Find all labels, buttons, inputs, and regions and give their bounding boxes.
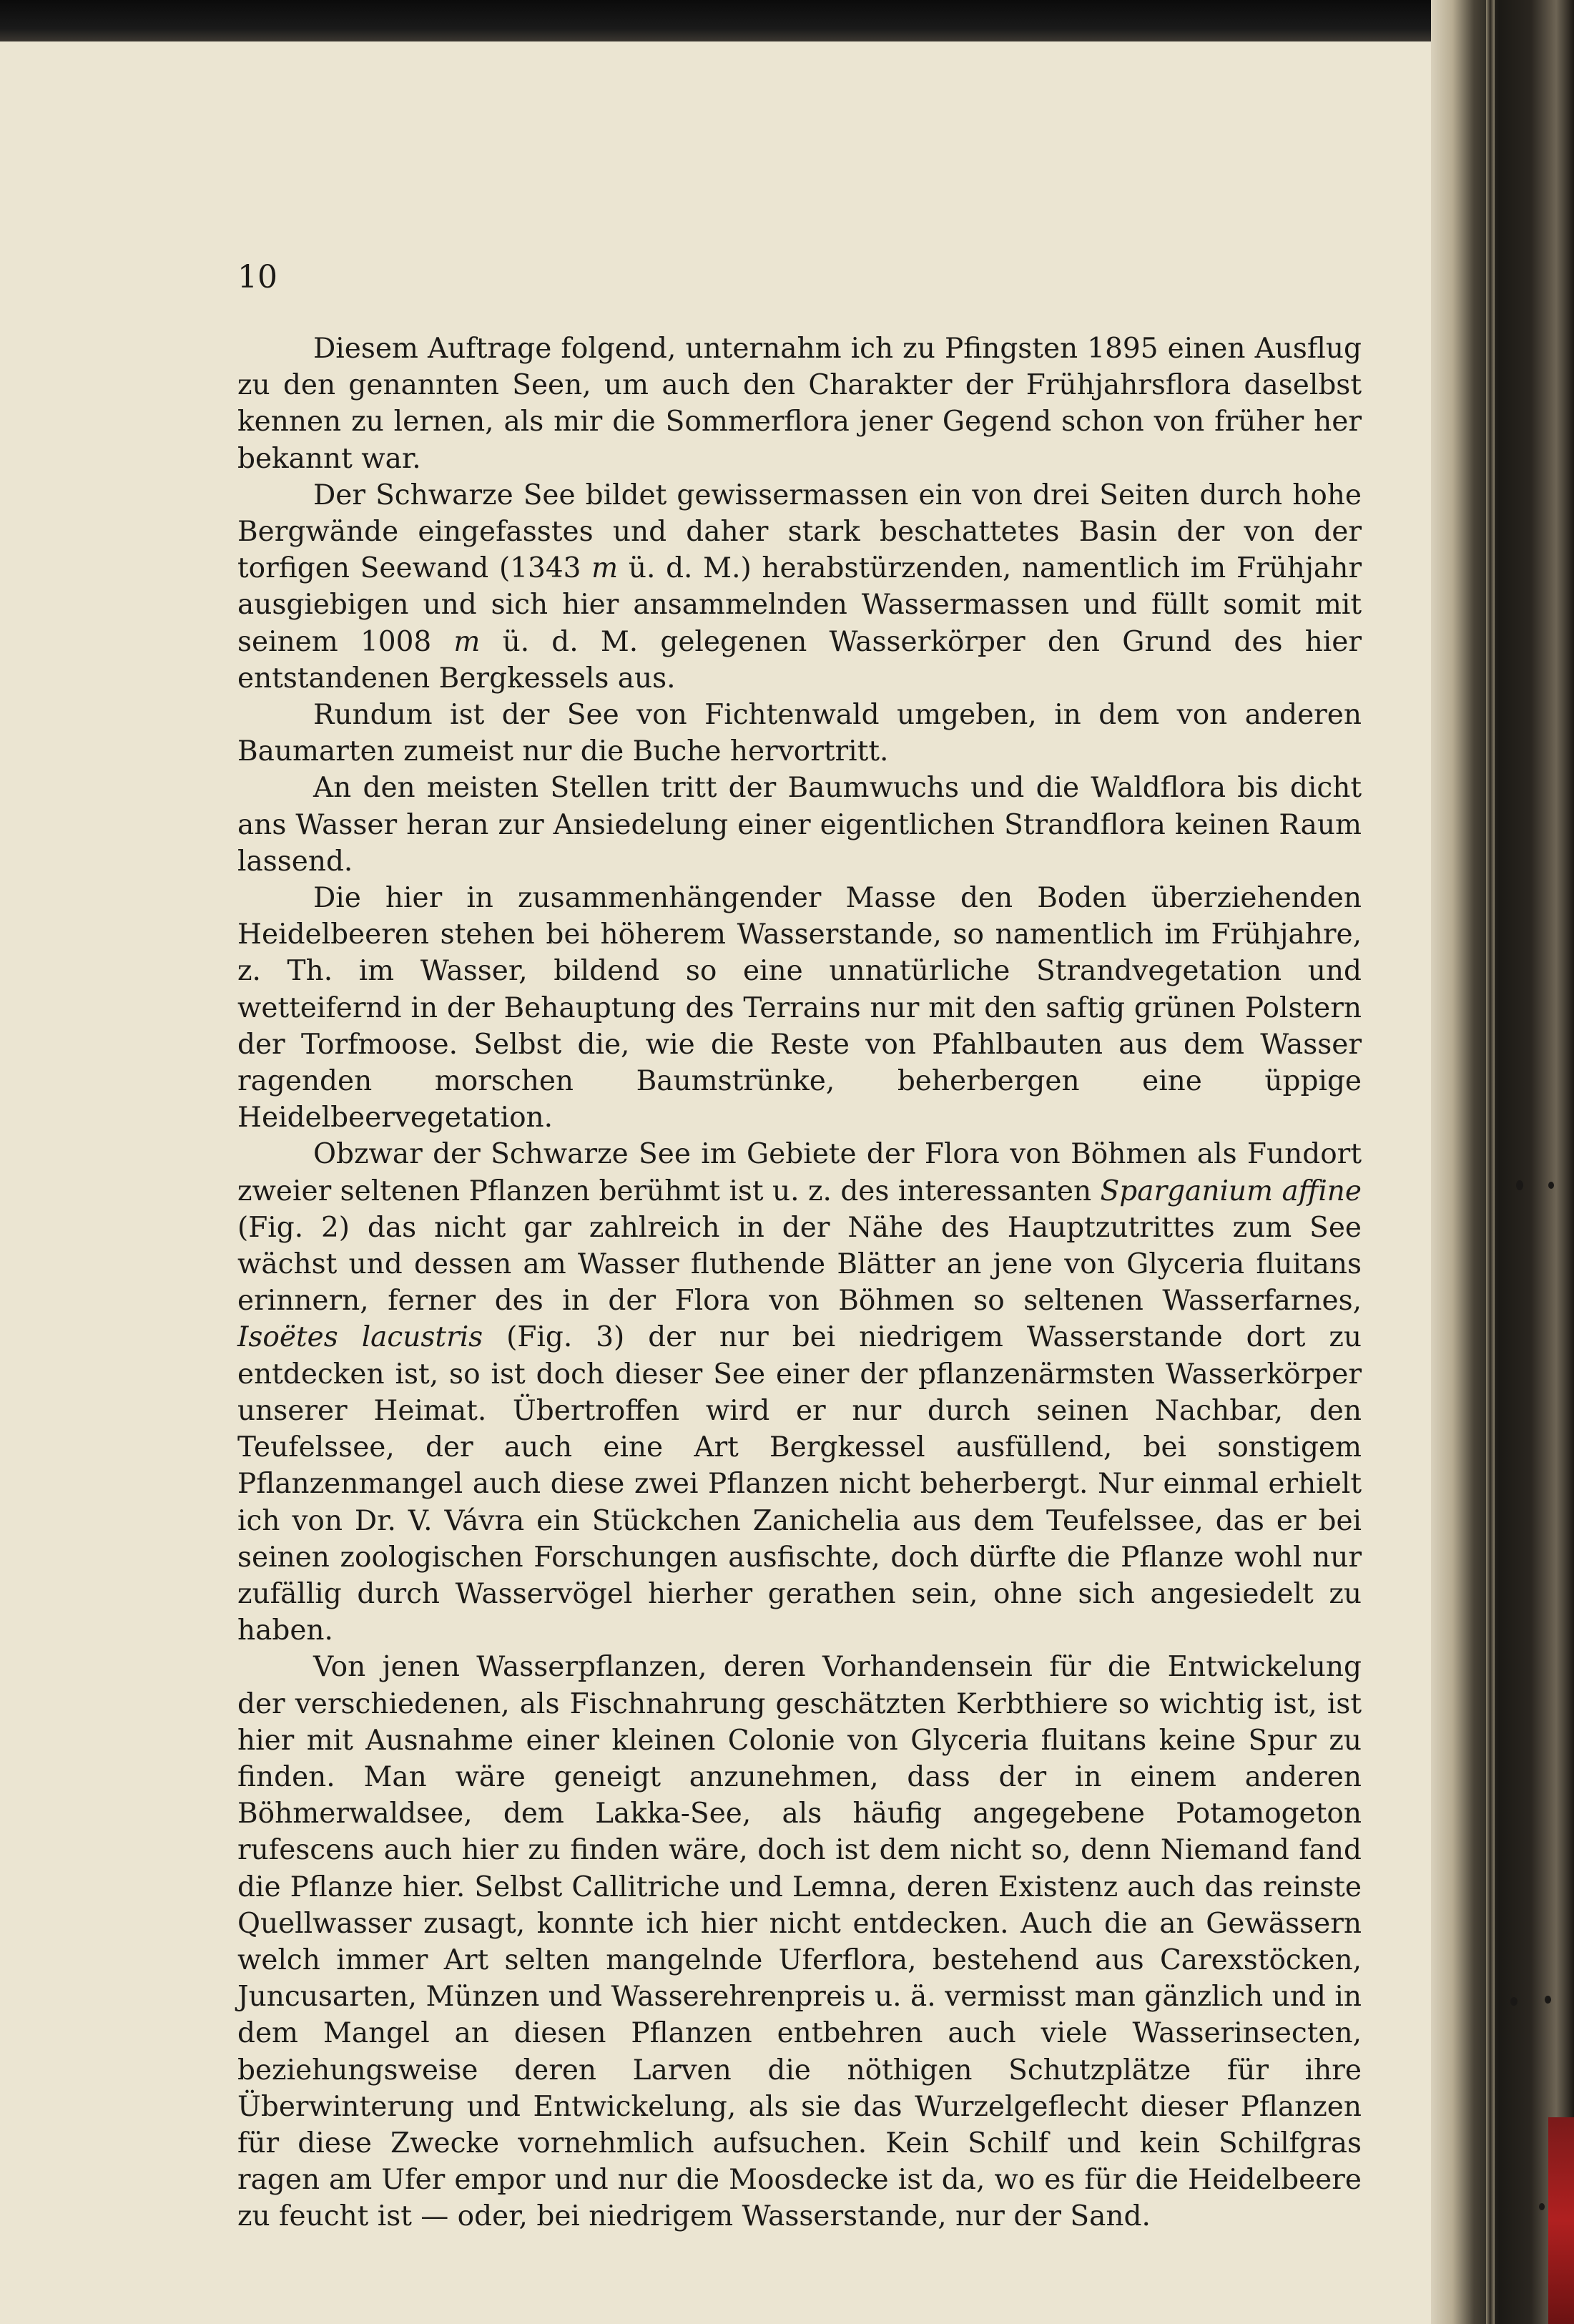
paragraph [237,1136,1362,1649]
text-run: (Fig. 2) das nicht gar zahlreich in der Nähe des Hauptzutrittes zum See wächst und dessen am Wasser fluthende Blätter an jene von Glyceria fluitans erinnern, ferner des in der Flora von Böhmen so seltenen Wasserfarnes, [237,1211,1362,1318]
margin-speck [1545,1996,1551,2004]
margin-speck [1516,1180,1523,1190]
paragraph [237,477,1362,697]
italic-term: m [453,625,481,658]
italic-term: Isoëtes lacustris [237,1321,483,1354]
text-run: ü. d. M. gelegenen Wasserkörper den Grund des hier entstandenen Bergkessels aus. [237,625,1362,695]
paragraph [237,770,1362,880]
text-run: ü. d. M.) herabstürzenden, namentlich im Frühjahr ausgiebigen und sich hier ansammelnden Wassermassen und füllt somit mit seinem 1008 [237,552,1362,658]
scan-border-top [0,0,1574,41]
text-run: An den meisten Stellen tritt der Baumwuchs und die Waldflora bis dicht ans Wasser heran zur Ansiedelung einer eigentlichen Strandflora keinen Raum lassend. [237,772,1362,878]
text-run: Von jenen Wasserpflanzen, deren Vorhandensein für die Entwickelung der verschiedenen, als Fischnahrung geschätzten Kerbthiere so wichtig ist, ist hier mit Ausnahme einer kleinen Colonie von Glyceria fluitans keine Spur zu finden. Man wäre geneigt anzunehmen, dass der in einem anderen Böhmerwaldsee, dem Lakka-See, als häufig angegebene Potamogeton rufescens auch hier zu finden wäre, doch ist dem nicht so, denn Niemand fand die Pflanze hier. Selbst Callitriche und Lemna, deren Existenz auch das reinste Quellwasser zusagt, konnte ich hier nicht entdecken. Auch die an Gewässern welch immer Art selten mangelnde Uferflora, bestehend aus Carexstöcken, Juncusarten, Münzen und Wasserehrenpreis u. ä. vermisst man gänzlich und in dem Mangel an diesen Pflanzen entbehren auch viele Wasserinsecten, beziehungsweise deren Larven die nöthigen Schutzplätze für ihre Überwinterung und Entwickelung, als sie das Wurzelgeflecht dieser Pflanzen für diese Zwecke vornehmlich aufsuchen. Kein Schilf und kein Schilfgras ragen am Ufer empor und nur die Moosdecke ist da, wo es für die Heidelbeere zu feucht ist — oder, bei niedrigem Wasserstande, nur der Sand. [237,1651,1362,2233]
paragraph [237,697,1362,770]
margin-speck [1548,1182,1554,1189]
text-run: (Fig. 3) der nur bei niedrigem Wasserstande dort zu entdecken ist, so ist doch dieser See einer der pflanzenärmsten Wasserkörper unserer Heimat. Übertroffen wird er nur durch seinen Nachbar, den Teufelssee, der auch eine Art Bergkessel ausfüllend, bei sonstigem Pflanzenmangel auch diese zwei Pflanzen nicht beherbergt. Nur einmal erhielt ich von Dr. V. Vávra ein Stückchen Zanichelia aus dem Teufelssee, das er bei seinen zoologischen Forschungen ausfischte, doch dürfte die Pflanze wohl nur zufällig durch Wasservögel hierher gerathen sein, ohne sich angesiedelt zu haben. [237,1321,1362,1647]
paragraph [237,1649,1362,2235]
paragraph [237,330,1362,477]
scan-border-right [1431,0,1574,2324]
page-number: 10 [237,259,277,295]
text-run: Der Schwarze See bildet gewissermassen ein von drei Seiten durch hohe Bergwände eingefasstes und daher stark beschattetes Basin der von der torfigen Seewand (1343 [237,479,1362,585]
book-edge-red [1548,2117,1574,2324]
margin-speck [1539,2203,1545,2210]
italic-term: Sparganium affine [1100,1175,1362,1207]
paragraph [237,880,1362,1136]
text-run: Rundum ist der See von Fichtenwald umgeben, in dem von anderen Baumarten zumeist nur die Buche hervortritt. [237,699,1362,768]
margin-speck [1510,1997,1518,2006]
text-run: Die hier in zusammenhängender Masse den Boden überziehenden Heidelbeeren stehen bei höherem Wasserstande, so namentlich im Frühjahre, z. Th. im Wasser, bildend so eine unnatürliche Strandvegetation und wetteifernd in der Behauptung des Terrains nur mit den saftig grünen Polstern der Torfmoose. Selbst die, wie die Reste von Pfahlbauten aus dem Wasser ragenden morschen Baumstrünke, beherbergen eine üppige Heidelbeervegetation. [237,882,1362,1134]
page-fold-shadow [1486,0,1495,2324]
text-run: Obzwar der Schwarze See im Gebiete der Flora von Böhmen als Fundort zweier seltenen Pflanzen berühmt ist u. z. des interessanten [237,1138,1362,1207]
italic-term: m [591,552,619,585]
body-text [237,330,1362,2235]
text-run: Diesem Auftrage folgend, unternahm ich zu Pfingsten 1895 einen Ausflug zu den genannten Seen, um auch den Charakter der Frühjahrsflora daselbst kennen zu lernen, als mir die Sommerflora jener Gegend schon von früher her bekannt war. [237,333,1362,475]
